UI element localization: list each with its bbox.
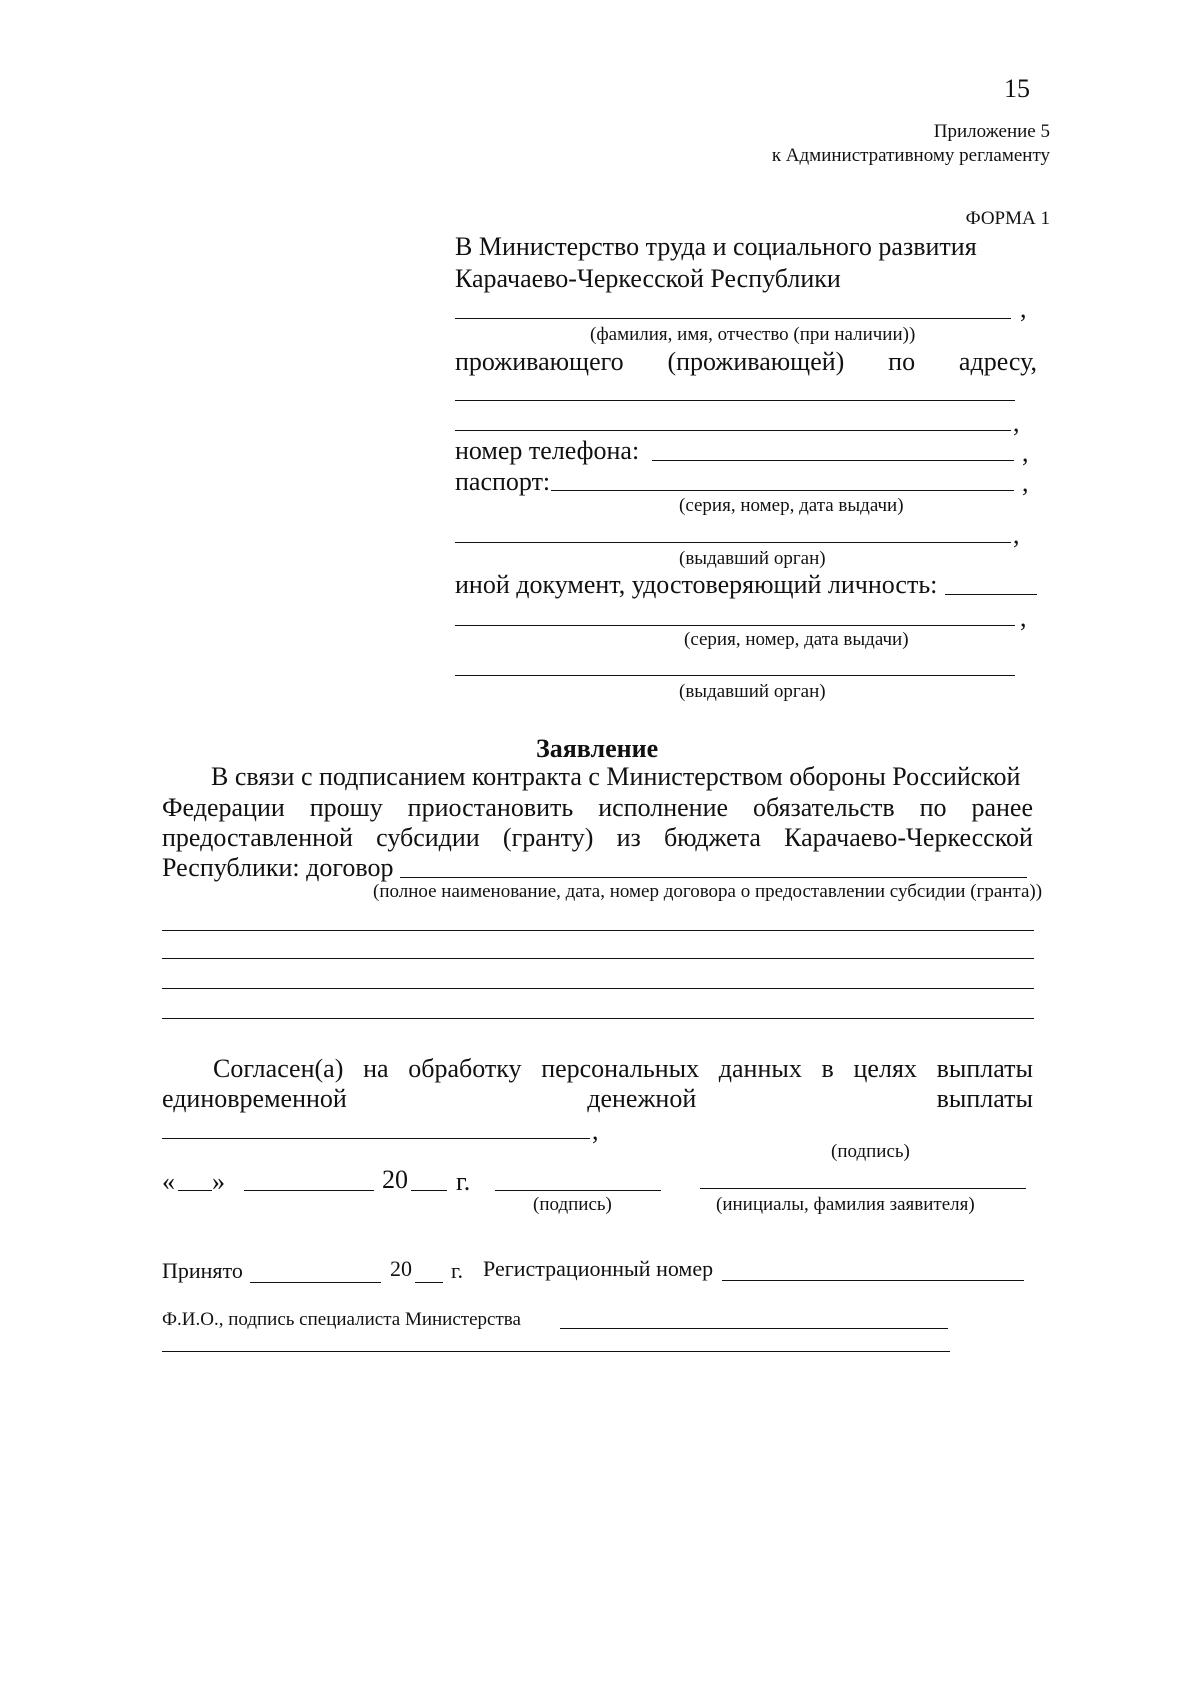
contract-extra-line-2[interactable] [162,958,1034,959]
contract-extra-line-1[interactable] [162,930,1034,931]
close-quote: » [212,1167,225,1196]
addressee-line-2: Карачаево-Черкесской Республики [455,264,841,293]
accepted-year-suffix: г. [451,1258,464,1283]
other-doc-input-line[interactable] [945,594,1037,595]
consent-line-1: Согласен(а) на обработку персональных данных в целях выплаты [213,1054,1033,1083]
contract-label: Республики: договор [162,853,394,882]
contract-caption: (полное наименование, дата, номер договора о предоставлении субсидии (гранта)) [373,881,1043,902]
name-caption: (фамилия, имя, отчество (при наличии)) [590,324,916,345]
comma: , [1020,294,1027,323]
comma: , [1020,603,1027,632]
name-input-line[interactable] [455,318,1011,319]
registration-number-line[interactable] [722,1280,1024,1281]
applicant-name-line[interactable] [700,1188,1026,1189]
applicant-name-caption: (инициалы, фамилия заявителя) [716,1194,975,1215]
consent-signature-line[interactable] [162,1138,590,1139]
accepted-year-line[interactable] [415,1282,443,1283]
month-input-line[interactable] [244,1190,374,1191]
addressee-line-1: В Министерство труда и социального развития [455,232,977,261]
address-label: проживающего (проживающей) по адресу, [455,347,1037,376]
annex-line-1: Приложение 5 [933,121,1050,142]
passport-label: паспорт: [455,467,551,496]
accepted-label: Принято [162,1258,243,1283]
statement-title: Заявление [536,734,659,763]
contract-input-line[interactable] [400,877,1027,878]
specialist-signature-line[interactable] [560,1328,948,1329]
applicant-signature-line[interactable] [495,1190,661,1191]
comma: , [1013,408,1020,437]
applicant-signature-caption: (подпись) [533,1194,612,1215]
open-quote: « [162,1167,175,1196]
year-prefix: 20 [382,1165,408,1194]
year-suffix: г. [456,1167,471,1196]
page-number: 15 [1004,74,1030,103]
other-doc-issuer-caption: (выдавший орган) [679,681,826,702]
phone-label: номер телефона: [455,436,640,465]
specialist-extra-line[interactable] [162,1351,950,1352]
contract-extra-line-3[interactable] [162,988,1034,989]
statement-line-3: предоставленной субсидии (гранту) из бюджета Карачаево-Черкесской [162,823,1033,852]
other-doc-details-line[interactable] [455,625,1015,626]
other-doc-issuer-line[interactable] [455,675,1015,676]
comma: , [1022,468,1029,497]
specialist-label: Ф.И.О., подпись специалиста Министерства [162,1309,521,1330]
other-doc-label: иной документ, удостоверяющий личность: [455,570,938,599]
accepted-year-prefix: 20 [390,1256,412,1281]
comma: , [1013,520,1020,549]
year-input-line[interactable] [411,1190,447,1191]
address-input-line-1[interactable] [455,400,1015,401]
form-label: ФОРМА 1 [965,208,1050,229]
phone-input-line[interactable] [652,460,1014,461]
day-input-line[interactable] [178,1190,212,1191]
passport-issuer-input-line[interactable] [455,542,1011,543]
consent-signature-caption: (подпись) [831,1141,910,1162]
other-doc-caption: (серия, номер, дата выдачи) [684,629,909,650]
passport-input-line[interactable] [551,490,1014,491]
comma: , [1022,438,1029,467]
contract-extra-line-4[interactable] [162,1018,1034,1019]
passport-caption: (серия, номер, дата выдачи) [679,495,904,516]
address-input-line-2[interactable] [455,430,1011,431]
comma: , [592,1116,599,1145]
registration-number-label: Регистрационный номер [483,1256,714,1281]
statement-line-1: В связи с подписанием контракта с Министерством обороны Российской [211,762,1021,791]
annex-line-2: к Административному регламенту [771,145,1050,166]
statement-line-2: Федерации прошу приостановить исполнение обязательств по ранее [162,793,1033,822]
passport-issuer-caption: (выдавший орган) [679,548,826,569]
accepted-date-line[interactable] [250,1282,381,1283]
consent-line-2: единовременной денежной выплаты [162,1084,1033,1113]
